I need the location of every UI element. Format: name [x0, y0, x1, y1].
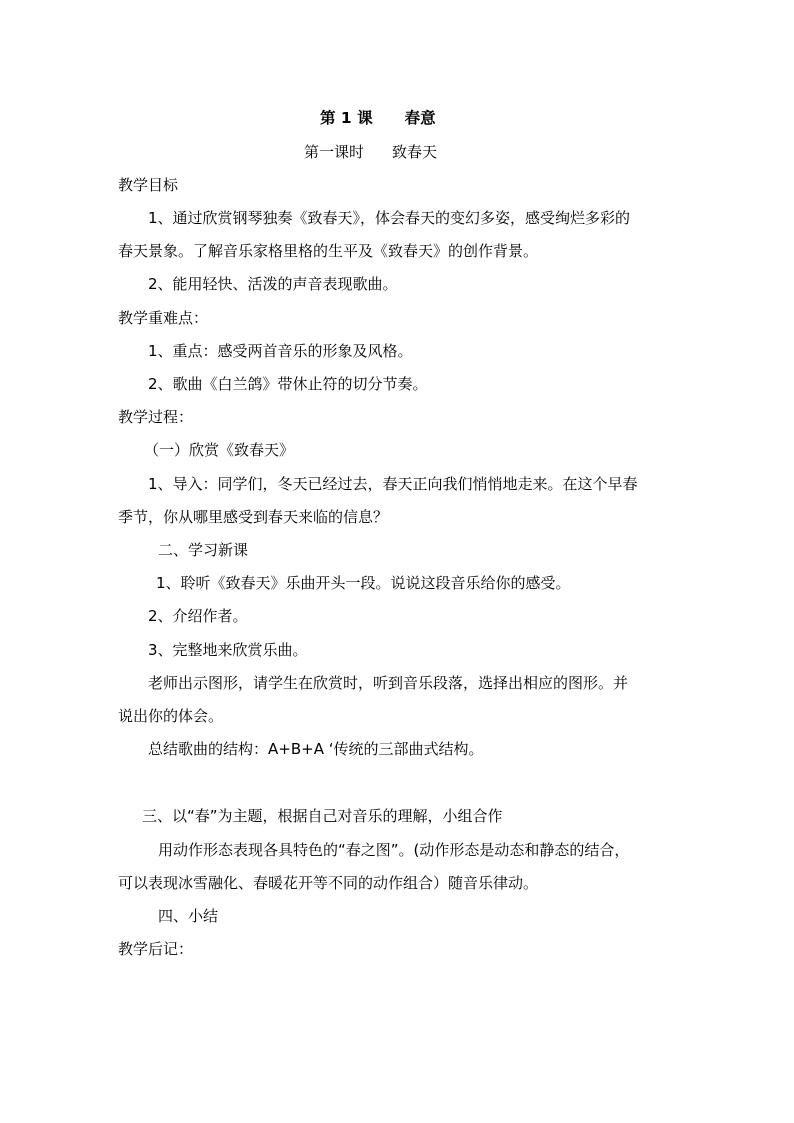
- step-1: 1、聆听《致春天》乐曲开头一段。说说这段音乐给你的感受。: [156, 574, 571, 592]
- keypoints-heading: 教学重难点：: [118, 309, 209, 327]
- structure-summary: 总结歌曲的结构：A+B+A ‘传统的三部曲式结构。: [148, 740, 484, 758]
- keypoint-1: 1、重点：感受两首音乐的形象及风格。: [148, 342, 413, 360]
- intro-line-2: 季节，你从哪里感受到春天来临的信息？: [118, 508, 389, 526]
- part1-heading: （一）欣赏《致春天》: [144, 441, 295, 459]
- process-heading: 教学过程：: [118, 408, 194, 426]
- step-3: 3、完整地来欣赏乐曲。: [148, 641, 308, 659]
- part3-line-2: 可以表现冰雪融化、春暖花开等不同的动作组合）随音乐律动。: [118, 874, 539, 892]
- step-2: 2、介绍作者。: [148, 607, 248, 625]
- part3-heading: 三、以“春”为主题，根据自己对音乐的理解，小组合作: [142, 807, 503, 825]
- notes-heading: 教学后记：: [118, 940, 194, 958]
- lesson-period: 第一课时: [304, 143, 365, 161]
- teacher-line-2: 说出你的体会。: [118, 707, 224, 725]
- objective-2: 2、能用轻快、活泼的声音表现歌曲。: [148, 275, 398, 293]
- keypoint-2: 2、歌曲《白兰鸽》带休止符的切分节奏。: [148, 375, 428, 393]
- lesson-number: 第 1 课: [320, 109, 373, 127]
- teacher-line-1: 老师出示图形，请学生在欣赏时，听到音乐段落，选择出相应的图形。并: [148, 674, 629, 692]
- objective-1-line-1: 1、通过欣赏钢琴独奏《致春天》，体会春天的变幻多姿，感受绚烂多彩的: [148, 209, 631, 227]
- lesson-name: 春意: [404, 109, 436, 127]
- lesson-title: [320, 108, 436, 128]
- part2-heading: 二、学习新课: [158, 541, 249, 559]
- objectives-heading: 教学目标: [118, 176, 179, 194]
- intro-line-1: 1、导入：同学们，冬天已经过去，春天正向我们悄悄地走来。在这个早春: [148, 475, 638, 493]
- lesson-topic: 致春天: [392, 143, 438, 161]
- lesson-subtitle: [304, 142, 437, 162]
- part4-heading: 四、小结: [158, 907, 219, 925]
- part3-line-1: 用动作形态表现各具特色的“春之图”。(动作形态是动态和静态的结合，: [158, 841, 630, 859]
- objective-1-line-2: 春天景象。了解音乐家格里格的生平及《致春天》的创作背景。: [118, 242, 539, 260]
